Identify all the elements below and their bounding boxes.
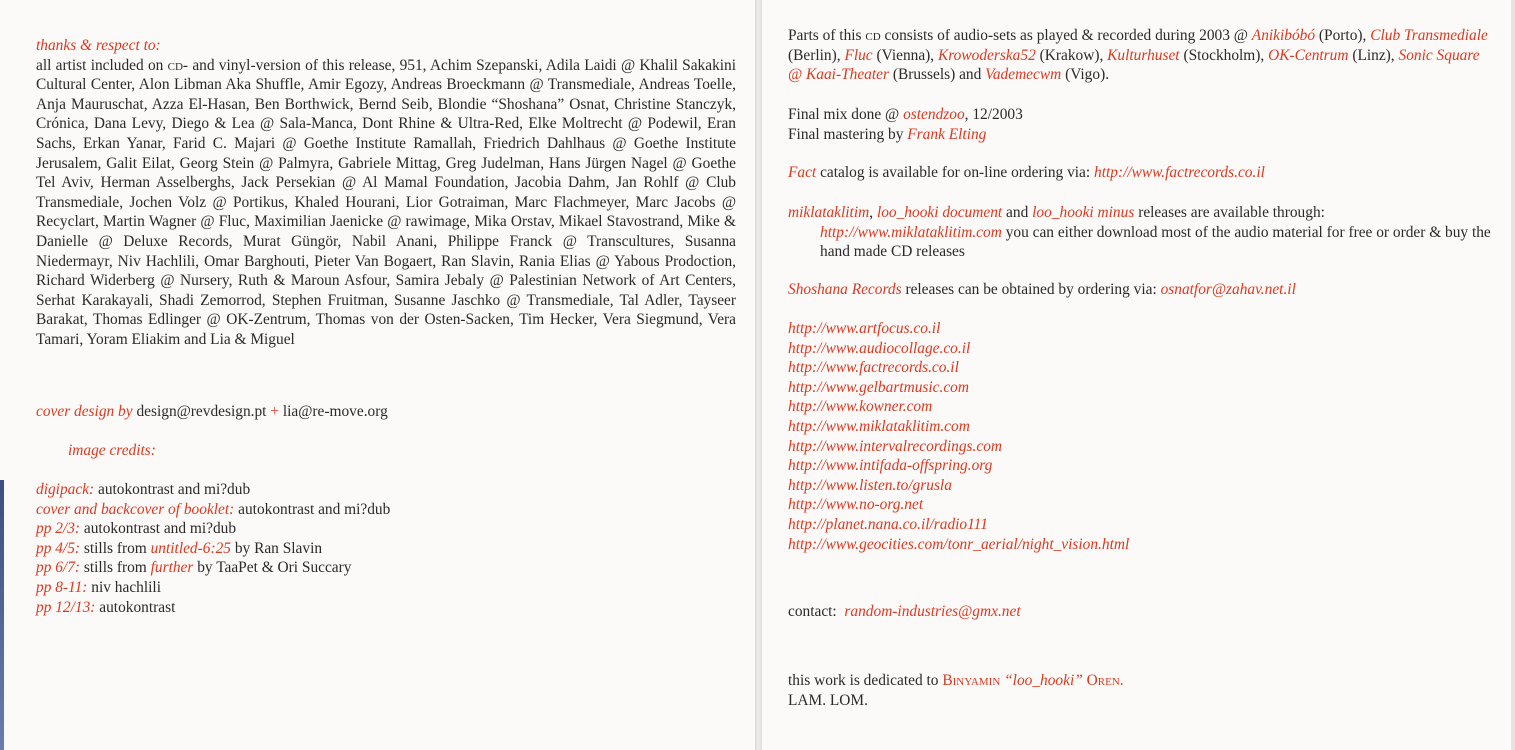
credit-label: pp 2/3: xyxy=(36,520,81,538)
venues-text: Parts of this xyxy=(788,27,862,44)
label-name: miklataklitim xyxy=(788,204,870,221)
credit-line xyxy=(36,519,736,539)
plus-sign: + xyxy=(270,403,280,420)
credit-work-title: untitled-6:25 xyxy=(150,539,231,557)
fact-label-name: Fact xyxy=(788,164,817,181)
credit-text: autokontrast and mi?dub xyxy=(83,520,237,538)
credit-label: pp 6/7: xyxy=(36,559,81,577)
thanks-text xyxy=(36,56,736,350)
dedication-text: this work is dedicated to xyxy=(788,672,939,689)
venue-name: Club Transmediale xyxy=(1370,27,1488,44)
venue-city: (Stockholm), xyxy=(1183,46,1265,64)
shoshana-text: releases can be obtained by ordering via: xyxy=(905,281,1157,298)
mastering-engineer: Frank Elting xyxy=(907,125,987,143)
contact-email-link[interactable]: random-industries@gmx.net xyxy=(844,603,1021,620)
credit-label: cover and backcover of booklet: xyxy=(36,500,235,518)
venue-city: (Krakow), xyxy=(1039,46,1104,64)
separator: , xyxy=(869,204,874,221)
venue-city: (Vienna), xyxy=(876,46,935,64)
dedicatee-nickname: “loo_hooki” xyxy=(1004,672,1083,689)
venue-name: Vademecwm xyxy=(985,66,1062,84)
cover-design-email-1: design@revdesign.pt xyxy=(136,403,267,420)
venue-name: Kulturhuset xyxy=(1107,46,1180,64)
venue-city: (Porto), xyxy=(1318,27,1367,44)
contact-line xyxy=(788,602,1493,622)
link-item[interactable]: http://www.geocities.com/tonr_aerial/night_vision.html xyxy=(788,535,1130,553)
image-credits-list xyxy=(36,480,736,617)
mastering-text: Final mastering by xyxy=(788,125,904,143)
shoshana-records-name: Shoshana Records xyxy=(788,281,902,298)
venues-paragraph xyxy=(788,26,1493,85)
venue-name: Krowoderska52 xyxy=(938,46,1036,64)
link-item[interactable]: http://www.no-org.net xyxy=(788,496,924,514)
link-item[interactable]: http://www.kowner.com xyxy=(788,398,933,416)
credit-artist: by TaaPet & Ori Succary xyxy=(197,559,352,577)
credit-line xyxy=(36,539,736,559)
left-page xyxy=(0,0,755,750)
link-item[interactable]: http://www.audiocollage.co.il xyxy=(788,339,971,357)
credit-artist: by Ran Slavin xyxy=(234,539,323,557)
credit-line xyxy=(36,500,736,520)
venue-city: (Vigo). xyxy=(1065,66,1110,84)
venue-city: (Linz), xyxy=(1352,46,1395,64)
venue-city: (Brussels) and xyxy=(892,66,982,84)
miklataklitim-note xyxy=(788,203,1493,262)
credit-work-title: further xyxy=(150,559,194,577)
miklat-download-text: you can either download most of the audio material for free or order & buy the hand made CD releases xyxy=(820,223,1491,261)
label-name: loo_hooki minus xyxy=(1032,204,1135,221)
credit-text: stills from xyxy=(83,539,147,557)
left-edge-strip xyxy=(0,480,4,750)
shoshana-records-note xyxy=(788,280,1493,300)
mix-credits xyxy=(788,105,1493,144)
link-item[interactable]: http://www.gelbartmusic.com xyxy=(788,378,969,396)
cd-small-caps: cd xyxy=(865,27,881,44)
link-item[interactable]: http://planet.nana.co.il/radio111 xyxy=(788,515,988,533)
credit-text: niv hachlili xyxy=(91,578,161,596)
venue-city: (Berlin), xyxy=(788,46,841,64)
conjunction: and xyxy=(1006,204,1029,221)
mix-place: ostendzoo xyxy=(903,106,965,123)
venues-text: consists of audio-sets as played & recorded during 2003 @ xyxy=(884,27,1248,44)
venue-name: Sonic Square @ Kaai-Theater xyxy=(788,46,1480,84)
credit-text: autokontrast and mi?dub xyxy=(97,481,251,498)
dedicatee-first-name: Binyamin xyxy=(942,672,1001,689)
link-item[interactable]: http://www.artfocus.co.il xyxy=(788,320,941,337)
credit-text: autokontrast and mi?dub xyxy=(238,500,391,518)
label-name: loo_hooki document xyxy=(876,204,1003,221)
fact-url-link[interactable]: http://www.factrecords.co.il xyxy=(1094,164,1265,181)
credit-label: pp 4/5: xyxy=(36,539,81,557)
link-item[interactable]: http://www.listen.to/grusla xyxy=(788,476,952,494)
credit-text: stills from xyxy=(83,559,147,577)
mix-date: , 12/2003 xyxy=(964,106,1023,123)
link-item[interactable]: http://www.factrecords.co.il xyxy=(788,359,959,377)
cover-design-email-2: lia@re-move.org xyxy=(282,403,388,420)
fact-text: catalog is available for on-line ordering via: xyxy=(820,164,1091,181)
link-item[interactable]: http://www.intervalrecordings.com xyxy=(788,437,1003,455)
shoshana-email-link[interactable]: osnatfor@zahav.net.il xyxy=(1160,281,1296,298)
contact-label: contact: xyxy=(788,603,837,620)
thanks-section xyxy=(36,36,736,350)
miklat-text: releases are available through: xyxy=(1138,204,1325,221)
venue-name: Anikibóbó xyxy=(1251,27,1316,44)
links-list xyxy=(788,319,1493,554)
booklet-gutter xyxy=(755,0,762,750)
right-page xyxy=(762,0,1515,750)
credit-label: digipack: xyxy=(36,481,95,498)
venue-name: Fluc xyxy=(844,46,873,64)
credit-line xyxy=(36,598,736,618)
credit-line xyxy=(36,578,736,598)
closing-line: LAM. LOM. xyxy=(788,691,868,709)
cover-design-label: cover design by xyxy=(36,403,133,420)
link-item[interactable]: http://www.miklataklitim.com xyxy=(788,417,970,435)
miklataklitim-url-link[interactable]: http://www.miklataklitim.com xyxy=(820,223,1002,241)
thanks-intro-b: - and vinyl-version of this release, xyxy=(182,56,396,74)
thanks-cd: cd xyxy=(167,56,183,74)
thanks-intro-a: all artist included on xyxy=(36,56,164,74)
dedicatee-surname: Oren. xyxy=(1086,672,1124,689)
credit-label: pp 12/13: xyxy=(36,598,96,616)
link-item[interactable]: http://www.intifada-offspring.org xyxy=(788,457,993,475)
credit-text: autokontrast xyxy=(99,598,176,616)
dedication xyxy=(788,671,1493,710)
venue-name: OK-Centrum xyxy=(1268,46,1349,64)
credit-line xyxy=(36,480,736,500)
thanks-heading: thanks & respect to: xyxy=(36,37,161,54)
thanks-names: 951, Achim Szepanski, Adila Laidi @ Khalil Sakakini Cultural Center, Alon Libman Aka Shuffle, Amir Egozy, Andreas Broeckmann @ Transmediale, Andreas Toelle, Anja Mauruschat, Azza El-Hasan, Ben Borthwick, Bernd Seib, Blondie “Shoshana” Osnat, Christine Stanczyk, Crónica, Dana Levy, Diego & Lea @ Sala-Manca, Dont Rhine & Ultra-Red, Elke Moltrecht @ Podewil, Eran Sachs, Erkan Yanar, Farid C. Majari @ Goethe Institute Ramallah, Friedrich Dahlhaus @ Goethe Institute Jerusalem, Galit Eilat, Georg Stein @ Palmyra, Gabriele Mittag, Greg Judelman, Hans Jürgen Nagel @ Goethe Tel Aviv, Herman Asselberghs, Jack Persekian @ Al Mamal Foundation, Jacobia Dahm, Jan Rohlf @ Club Transmediale, Jochen Volz @ Portikus, Khaled Hourani, Lior Gotraiman, Marc Flachmeyer, Marc Jacobs @ Recyclart, Martin Wagner @ Fluc, Maximilian Jaenicke @ rawimage, Mika Orstav, Mikael Stavostrand, Mike & Danielle @ Deluxe Records, Murat Güngör, Nabil Anani, Philippe Franck @ Transcultures, Susanna Niedermayr, Niv Hachlili, Omar Barghouti, Pieter Van Bogaert, Ran Slavin, Rania Elias @ Yabous Prodoction, Richard Widerberg @ Nursery, Ruth & Maroun Asfour, Samira Jebaly @ Palestinian Network of Art Centers, Serhat Karakayali, Shadi Zemorrod, Stephen Fruitman, Susanne Jaschko @ Transmediale, Tal Adler, Tayseer Barakat, Thomas Edlinger @ OK-Zentrum, Thomas von der Osten-Sacken, Tim Hecker, Vera Siegmund, Vera Tamari, Yoram Eliakim and Lia & Miguel xyxy=(36,56,737,348)
credit-line xyxy=(36,558,736,578)
fact-catalog-note xyxy=(788,163,1493,183)
right-edge-strip xyxy=(1511,0,1515,750)
cover-design-credit xyxy=(36,402,736,422)
credit-label: pp 8-11: xyxy=(36,578,88,596)
mix-text: Final mix done @ xyxy=(788,106,900,123)
image-credits-heading: image credits: xyxy=(68,442,156,459)
